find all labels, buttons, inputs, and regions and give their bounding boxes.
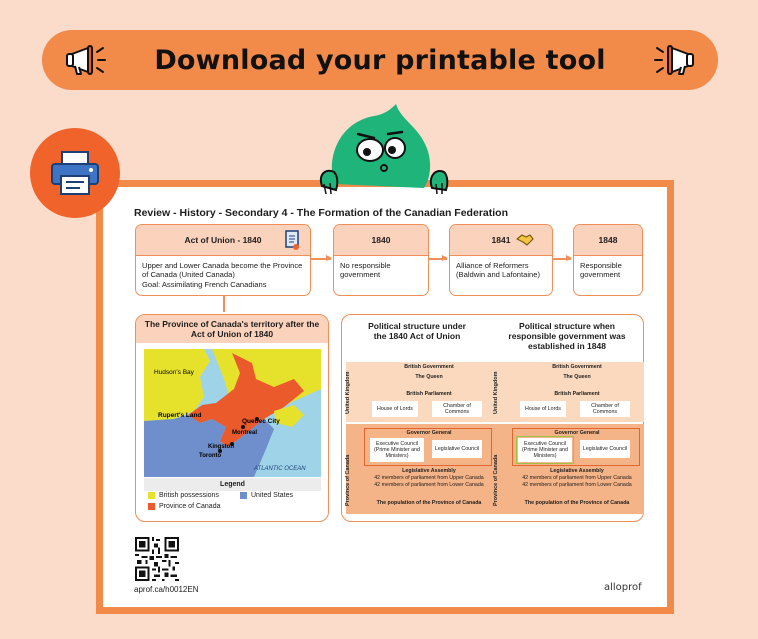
map-label-atlantic: ATLANTIC OCEAN	[254, 466, 306, 472]
timeline-head: 1848	[574, 225, 642, 256]
legend-label: United States	[251, 492, 294, 499]
chamber-of-commons: Chamber of Commons	[432, 401, 482, 417]
print-button[interactable]	[30, 128, 120, 218]
house-of-lords: House of Lords	[372, 401, 418, 417]
qr-url[interactable]: aprof.ca/h0012EN	[134, 585, 199, 594]
legend-swatch	[148, 503, 155, 510]
timeline-arrow	[311, 258, 331, 260]
map-label-kingston: Kingston	[208, 444, 234, 450]
legend-title: Legend	[144, 478, 321, 491]
governor-general: Governor General	[406, 430, 452, 436]
legend-label: British possessions	[159, 492, 219, 499]
chamber-of-commons: Chamber of Commons	[580, 401, 630, 417]
legend-swatch	[240, 492, 247, 499]
download-banner[interactable]	[42, 30, 718, 90]
legend-swatch	[148, 492, 155, 499]
timeline-head: Act of Union - 1840	[184, 235, 262, 245]
timeline-body: Alliance of Reformers (Baldwin and Lafontaine)	[456, 261, 541, 280]
timeline-head: 1841	[450, 225, 552, 256]
timeline-body: Upper and Lower Canada become the Province of Canada (United Canada) Goal: Assimilating French Canadians	[142, 261, 303, 289]
uk-label: United Kingdom	[345, 371, 351, 414]
timeline-body: Responsible government	[580, 261, 622, 280]
qr-code[interactable]	[135, 537, 179, 581]
governor-general: Governor General	[554, 430, 600, 436]
timeline-head: 1840	[334, 225, 428, 256]
british-government: British Government	[552, 364, 602, 370]
british-parliament: British Parliament	[406, 391, 452, 397]
map-label-quebec-city: Quebec City	[242, 418, 280, 425]
banner-title: Download your printable tool	[154, 44, 606, 76]
the-queen: The Queen	[563, 374, 591, 380]
legend-item	[148, 492, 219, 499]
upper-canada-members: 42 members of parliament from Upper Canada	[522, 475, 632, 481]
population: The population of the Province of Canada	[524, 500, 630, 506]
map-label-toronto: Toronto	[199, 453, 222, 459]
structure-diagram-1840	[346, 362, 496, 514]
british-parliament: British Parliament	[554, 391, 600, 397]
legend-label: Province of Canada	[159, 503, 221, 510]
handshake-icon	[516, 232, 534, 248]
printer-icon	[49, 150, 101, 196]
executive-council: Executive Council (Prime Minister and Ministers)	[518, 438, 572, 462]
map-label-ruperts-land: Rupert's Land	[158, 412, 202, 419]
territory-map	[144, 349, 321, 477]
timeline-arrow	[553, 258, 571, 260]
uk-label: United Kingdom	[493, 371, 499, 414]
lower-canada-members: 42 members of parliament from Lower Canada	[522, 482, 632, 488]
population: The population of the Province of Canada	[376, 500, 482, 506]
brand-logo: alloprof	[604, 582, 642, 593]
sheet-title: Review - History - Secondary 4 - The Formation of the Canadian Federation	[134, 207, 508, 219]
lower-canada-members: 42 members of parliament from Lower Canada	[374, 482, 484, 488]
legislative-assembly: Legislative Assembly	[550, 468, 604, 474]
upper-canada-members: 42 members of parliament from Upper Canada	[374, 475, 484, 481]
timeline-1841	[449, 224, 553, 296]
structure-diagram-1848	[494, 362, 644, 514]
canada-label: Province of Canada	[345, 454, 351, 506]
timeline-arrow	[429, 258, 447, 260]
british-government: British Government	[404, 364, 454, 370]
megaphone-icon	[64, 42, 108, 78]
house-of-lords: House of Lords	[520, 401, 566, 417]
timeline-body: No responsible government	[340, 261, 391, 280]
legislative-council: Legislative Council	[580, 440, 630, 458]
map-label-montreal: Montreal	[232, 430, 258, 436]
legend-item	[148, 503, 220, 510]
scroll-icon	[282, 229, 302, 251]
legislative-council: Legislative Council	[432, 440, 482, 458]
legend-item	[240, 492, 293, 499]
legislative-assembly: Legislative Assembly	[402, 468, 456, 474]
the-queen: The Queen	[415, 374, 443, 380]
canada-label: Province of Canada	[493, 454, 499, 506]
map-panel-title: The Province of Canada's territory after the Act of Union of 1840	[136, 315, 328, 343]
timeline-1840	[333, 224, 429, 296]
executive-council: Executive Council (Prime Minister and Ministers)	[370, 438, 424, 462]
megaphone-icon	[652, 42, 696, 78]
mascot-character	[312, 104, 454, 198]
map-label-hudsons-bay: Hudson's Bay	[154, 369, 194, 376]
structure-title-1848: Political structure when responsible government was established in 1848	[508, 321, 626, 352]
structure-title-1840: Political structure under the 1840 Act of Union	[368, 321, 466, 342]
timeline-1848	[573, 224, 643, 296]
connector-line	[223, 296, 225, 312]
